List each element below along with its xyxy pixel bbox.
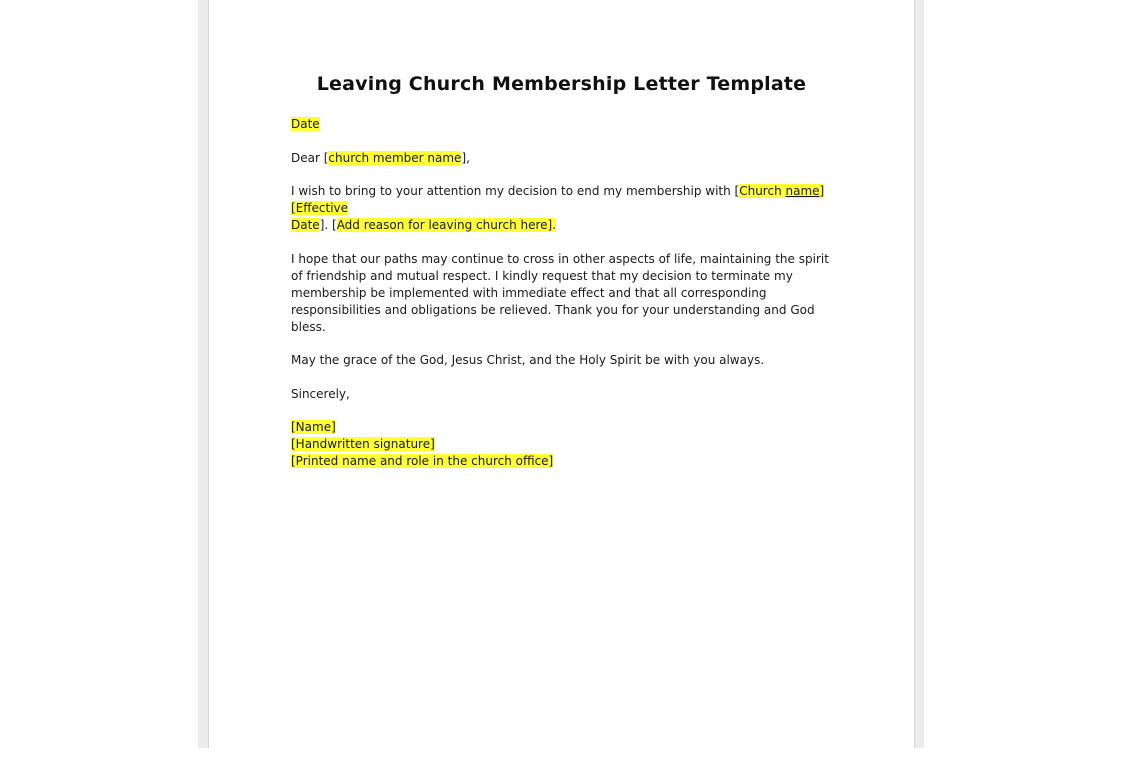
signature-name: [Name]: [291, 420, 336, 434]
paragraph-blessing: May the grace of the God, Jesus Christ, and the Holy Spirit be with you always.: [291, 353, 765, 367]
signature-handwritten: [Handwritten signature]: [291, 437, 435, 451]
paragraph-hope: I hope that our paths may continue to cross in other aspects of life, maintaining the spirit of friendship and mutual respect. I kindly request that my decision to terminate my membership be implemented with immediate effect and that all corresponding responsibilities and obligations be relieved. Thank you for your understanding and God bless.: [291, 251, 829, 334]
bracket-mid: ][: [291, 184, 825, 215]
member-name-placeholder: church member name: [328, 150, 462, 165]
church-name-word: name: [785, 184, 820, 198]
date-line: [291, 116, 831, 133]
effective-word: Effective: [295, 201, 349, 215]
letter-body: [291, 116, 831, 487]
document-title: Leaving Church Membership Letter Template: [316, 73, 807, 95]
signature-printed-role: [Printed name and role in the church office]: [291, 454, 554, 468]
salutation-suffix: ],: [461, 150, 470, 165]
signature-block: [291, 419, 831, 470]
date-placeholder: Date: [291, 117, 320, 131]
date-word: Date: [291, 218, 320, 232]
salutation: [291, 150, 831, 167]
after-date: ]. [: [319, 218, 337, 232]
document-page: [208, 0, 915, 748]
salutation-prefix: Dear [: [291, 150, 329, 165]
church-word: Church: [739, 184, 786, 198]
reason-placeholder: Add reason for leaving church here].: [336, 218, 557, 232]
paragraph-decision: [291, 183, 831, 234]
para1-text: I wish to bring to your attention my decision to end my membership with [: [291, 184, 740, 198]
closing: Sincerely,: [291, 386, 350, 401]
